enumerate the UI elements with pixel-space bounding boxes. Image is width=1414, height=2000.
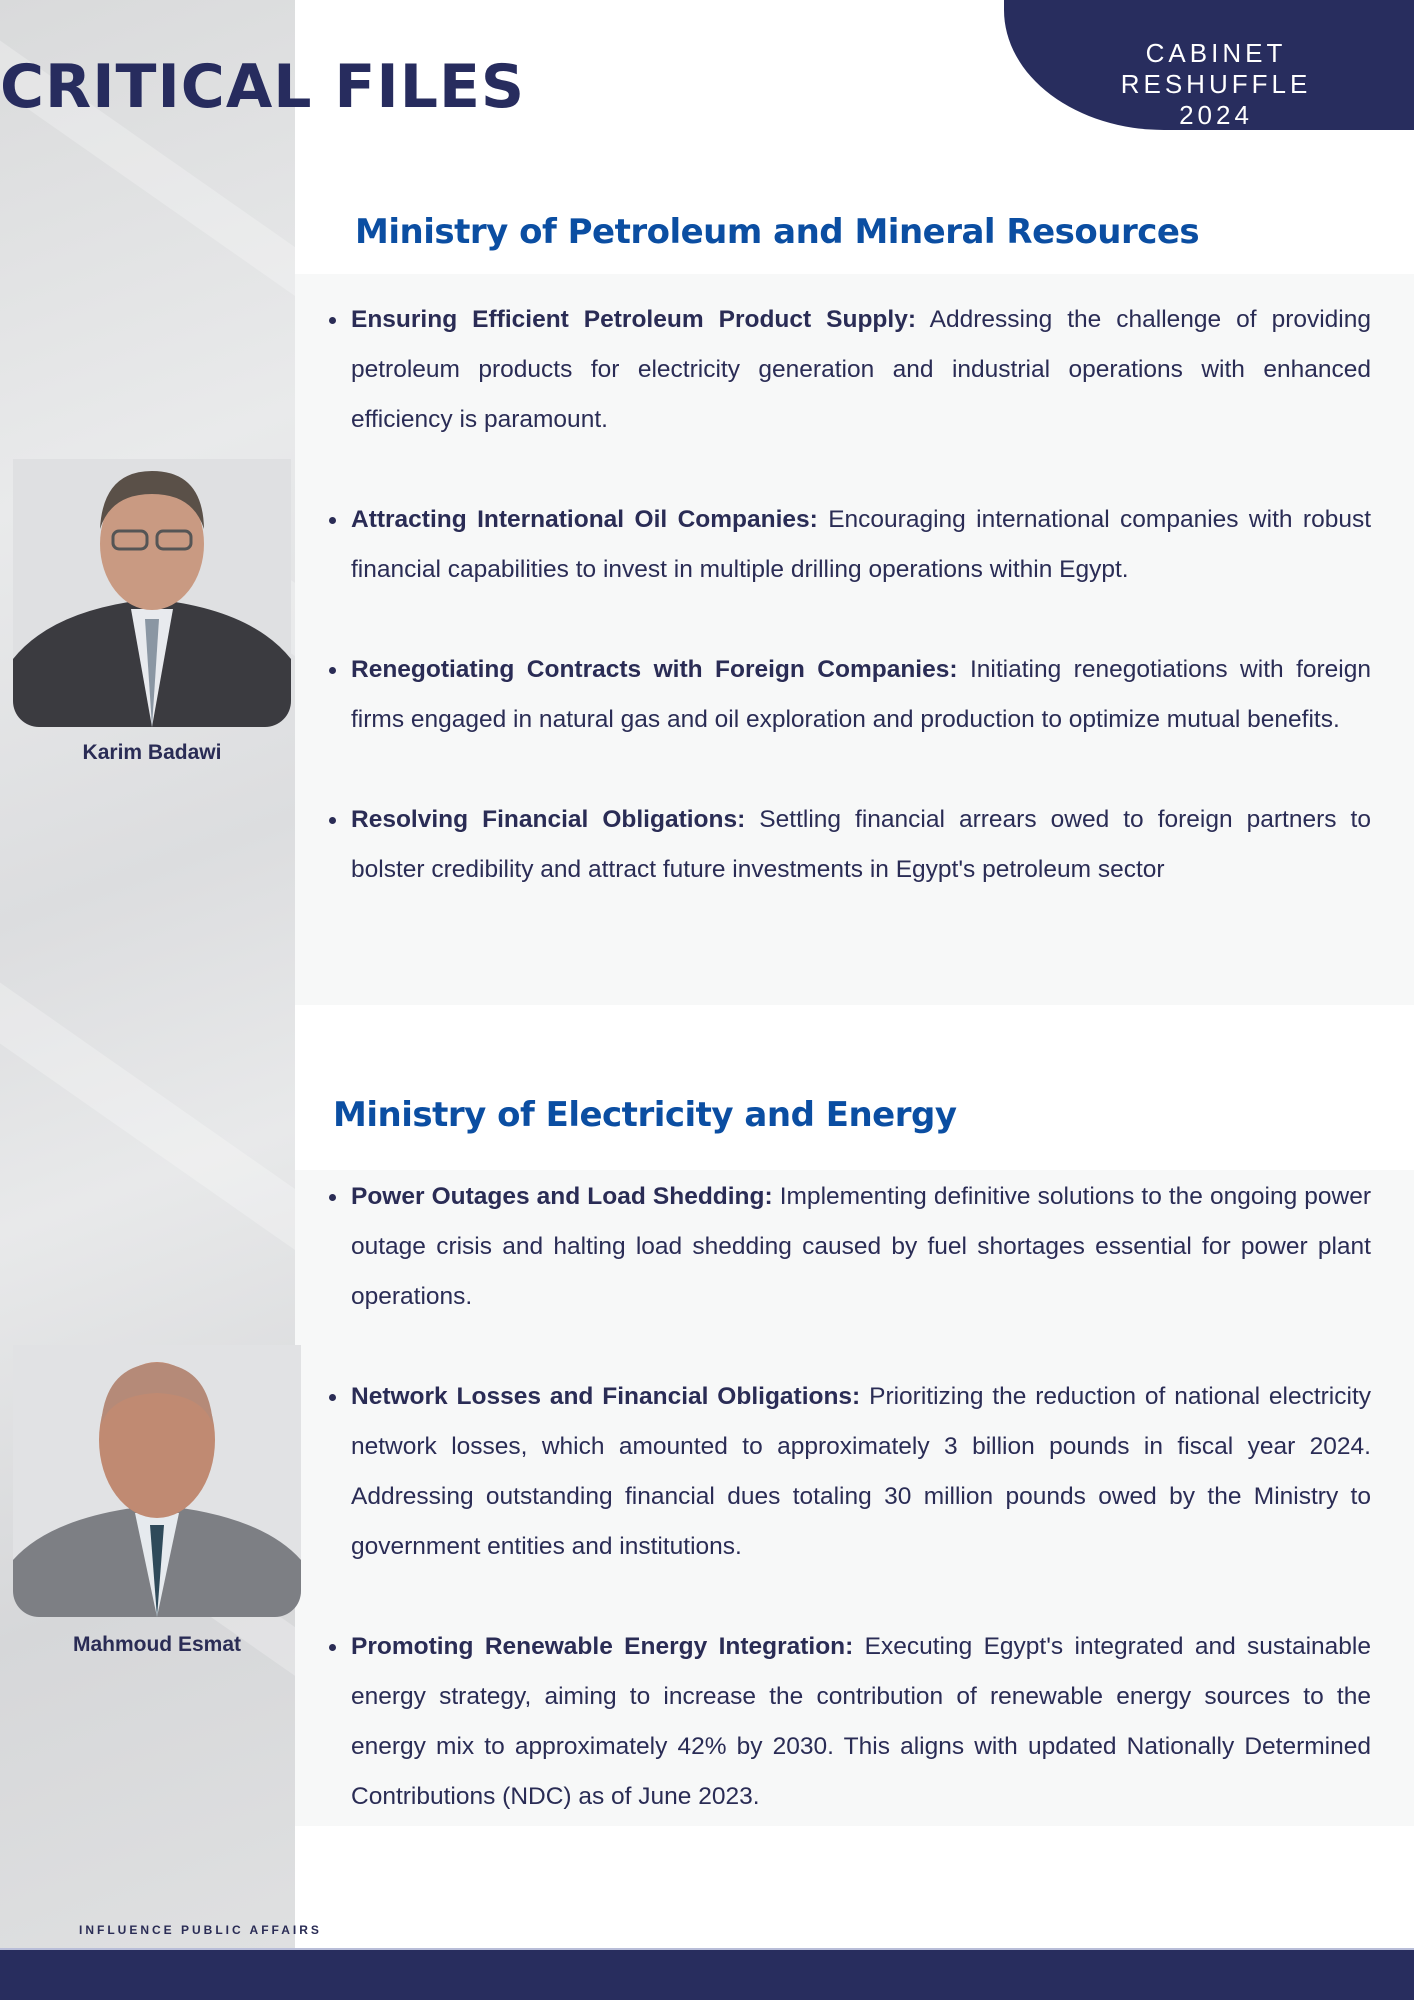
page-title: CRITICAL FILES xyxy=(0,52,526,122)
list-item: Resolving Financial Obligations: Settling financial arrears owed to foreign partners to bolster credibility and attract future investments in Egypt's petroleum sector xyxy=(351,795,1371,895)
minister-name: Karim Badawi xyxy=(82,741,222,764)
list-item: Renegotiating Contracts with Foreign Companies: Initiating renegotiations with foreign firms engaged in natural gas and oil exploration and production to optimize mutual benefits. xyxy=(351,645,1371,745)
list-item: Network Losses and Financial Obligations: Prioritizing the reduction of national electricity network losses, which amounted to approximately 3 billion pounds in fiscal year 2024. Addressing outstanding financial dues totaling 30 million pounds owed by the Ministry to government entities and institutions. xyxy=(351,1372,1371,1572)
list-item: Attracting International Oil Companies: Encouraging international companies with robust financial capabilities to invest in multiple drilling operations within Egypt. xyxy=(351,495,1371,595)
footer-brand: INFLUENCE PUBLIC AFFAIRS xyxy=(79,1923,322,1937)
banner-line-2: 2024 xyxy=(1179,100,1253,130)
section-heading-electricity: Ministry of Electricity and Energy xyxy=(333,1095,957,1135)
minister-photo-karim-badawi xyxy=(13,459,291,727)
list-item: Power Outages and Load Shedding: Implementing definitive solutions to the ongoing power outage crisis and halting load shedding caused by fuel shortages essential for power plant operations. xyxy=(351,1172,1371,1322)
minister-name: Mahmoud Esmat xyxy=(72,1633,242,1656)
section-heading-petroleum: Ministry of Petroleum and Mineral Resources xyxy=(355,212,1200,252)
header-banner xyxy=(1004,0,1414,130)
electricity-priorities-list xyxy=(351,1172,1371,1872)
banner-text xyxy=(1046,38,1386,131)
footer-bar xyxy=(0,1948,1414,2000)
list-item: Ensuring Efficient Petroleum Product Supply: Addressing the challenge of providing petroleum products for electricity generation and industrial operations with enhanced efficiency is paramount. xyxy=(351,295,1371,445)
petroleum-priorities-list xyxy=(351,295,1371,945)
banner-line-1: CABINET RESHUFFLE xyxy=(1120,38,1312,99)
list-item: Promoting Renewable Energy Integration: Executing Egypt's integrated and sustainable energy strategy, aiming to increase the contribution of renewable energy sources to the energy mix to approximately 42% by 2030. This aligns with updated Nationally Determined Contributions (NDC) as of June 2023. xyxy=(351,1622,1371,1822)
minister-photo-mahmoud-esmat xyxy=(13,1345,301,1617)
